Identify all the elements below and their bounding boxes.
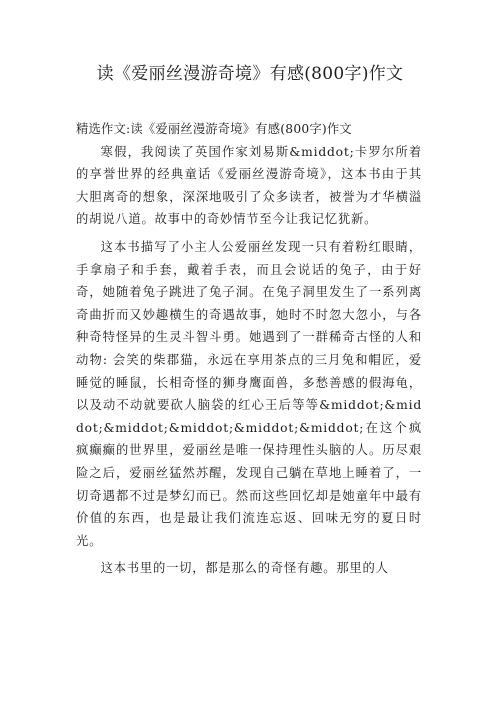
- document-body: [76, 118, 422, 580]
- paragraph-2: 这本书描写了小主人公爱丽丝发现一只有着粉红眼睛，手拿扇子和手套，戴着手表，而且会说话的兔子，由于好奇，她随着兔子跳进了兔子洞。在兔子洞里发生了一系列离奇曲折而又妙趣横生的奇遇故事，她时不时忽大忽小，与各种奇特怪异的生灵斗智斗勇。她遇到了一群稀奇古怪的人和动物: 会笑的柴郡猫，永远在享用茶点的三月兔和帽匠，爱睡觉的睡鼠，长相奇怪的狮身鹰面兽，多愁善感的假海龟，以及动不动就要砍人脑袋的红心王后等等&middot;&middot;&middot;&middot;&middot;&middot;在这个疯疯癫癫的世界里，爱丽丝是唯一保持理性头脑的人。历尽艰险之后，爱丽丝猛然苏醒，发现自己躺在草地上睡着了，一切奇遇都不过是梦幻而已。然而这些回忆却是她童年中最有价值的东西，也是最让我们流连忘返、回味无穷的夏日时光。: [76, 239, 422, 548]
- document-subtitle: 精选作文:读《爱丽丝漫游奇境》有感(800字)作文: [76, 122, 352, 136]
- paragraph-1: 寒假，我阅读了英国作家刘易斯&middot;卡罗尔所着的享誉世界的经典童话《爱丽丝漫游奇境》，这本书由于其大胆离奇的想象，深深地吸引了众多读者，被誉为才华横溢的胡说八道。故事中的奇妙情节至今让我记忆犹新。: [76, 144, 422, 227]
- paragraph-3: 这本书里的一切，都是那么的奇怪有趣。那里的人: [100, 561, 389, 576]
- document-title: 读《爱丽丝漫游奇境》有感(800字)作文: [96, 64, 404, 84]
